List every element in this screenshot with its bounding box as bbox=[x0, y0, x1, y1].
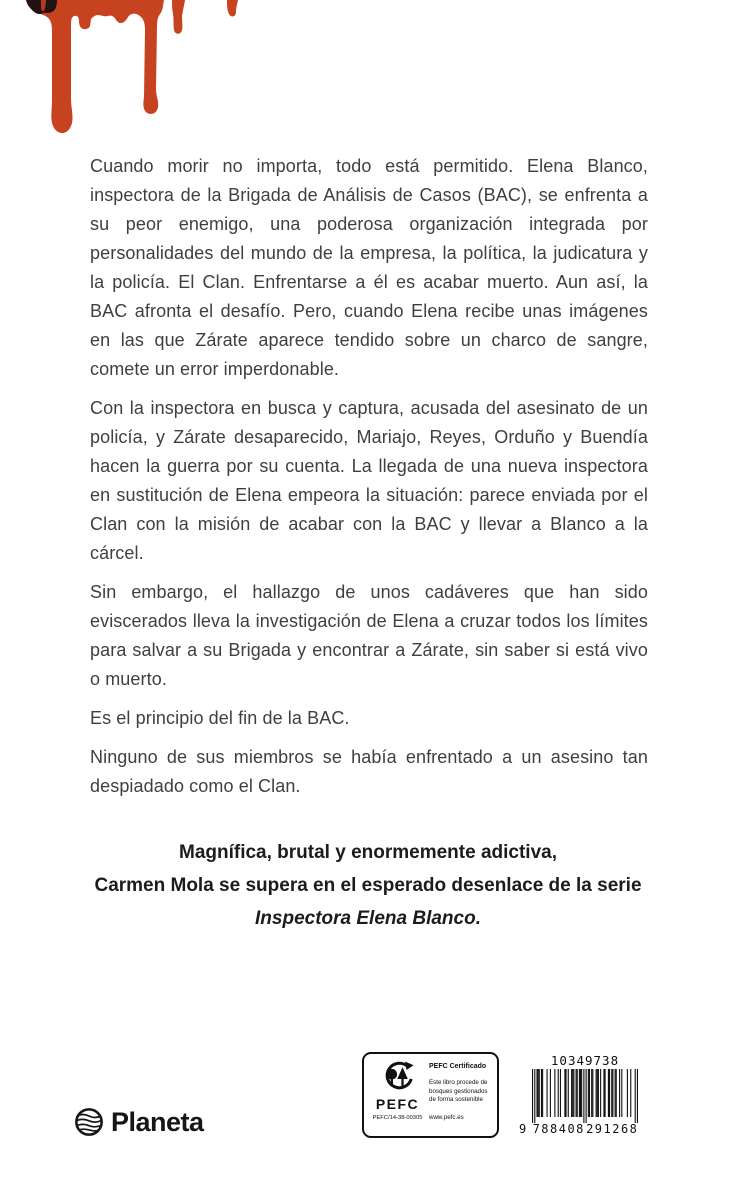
blood-drip-short bbox=[172, 0, 185, 34]
synopsis-paragraph: Es el principio del fin de la BAC. bbox=[90, 708, 350, 728]
ean13-barcode bbox=[532, 1069, 638, 1123]
blood-drip-tiny bbox=[227, 0, 238, 16]
pefc-website: www.pefc.es bbox=[429, 1113, 464, 1121]
barcode-digit-first: 9 bbox=[519, 1122, 527, 1136]
series-title: Inspectora Elena Blanco. bbox=[255, 908, 481, 929]
barcode-digits-left: 788408 bbox=[532, 1122, 585, 1136]
planeta-globe-icon bbox=[74, 1107, 104, 1137]
publisher-name: Planeta bbox=[111, 1106, 204, 1137]
pefc-wordmark: PEFC bbox=[375, 1096, 420, 1112]
synopsis-paragraph: Ninguno de sus miembros se había enfrentado a un asesino tan despiadado como el Clan. bbox=[90, 747, 648, 796]
pefc-certified-label: PEFC Certificado bbox=[429, 1063, 487, 1070]
synopsis-paragraph: Cuando morir no importa, todo está permitido. Elena Blanco, inspectora de la Brigada de Análisis de Casos (BAC), se enfrenta a su peor enemigo, una poderosa organización integrada por personalidades del mundo de la empresa, la política, la judicatura y la policía. El Clan. Enfrentarse a él es acabar muerto. Aun así, la BAC afronta el desafío. Pero, cuando Elena recibe unas imágenes en las que Zárate aparece tendido sobre un charco de sangre, comete un error imperdonable. bbox=[90, 156, 648, 379]
synopsis-paragraph: Sin embargo, el hallazgo de unos cadáveres que han sido eviscerados lleva la investigación de Elena a cruzar todos los límites para salvar a su Brigada y encontrar a Zárate, sin saber si está vivo o muerto. bbox=[90, 582, 648, 689]
barcode-serial-number: 10349738 bbox=[550, 1053, 620, 1068]
pefc-license-code: PEFC/14-38-00305 bbox=[372, 1115, 423, 1121]
promo-quote bbox=[0, 836, 736, 935]
promo-quote-line: Carmen Mola se supera en el esperado desenlace de la serie bbox=[94, 875, 642, 896]
blood-drips-artwork bbox=[0, 0, 250, 140]
barcode-block bbox=[519, 1054, 639, 1136]
pefc-text-column bbox=[429, 1061, 491, 1130]
synopsis-paragraph: Con la inspectora en busca y captura, acusada del asesinato de un policía, y Zárate desaparecido, Mariajo, Reyes, Orduño y Buendía hacen la guerra por su cuenta. La llegada de una nueva inspectora en sustitución de Elena empeora la situación: parece enviada por el Clan con la misión de acabar con la BAC y llevar a Blanco a la cárcel. bbox=[90, 398, 648, 563]
pefc-certification-box bbox=[362, 1052, 499, 1138]
pefc-description: Este libro procede de bosques gestionados de forma sostenible bbox=[429, 1079, 488, 1103]
publisher-logo bbox=[74, 1103, 204, 1141]
promo-quote-lines bbox=[0, 836, 736, 902]
barcode-digits-right: 291268 bbox=[586, 1122, 639, 1136]
promo-quote-line: Magnífica, brutal y enormemente adictiva, bbox=[179, 842, 557, 863]
synopsis bbox=[90, 152, 648, 811]
barcode-digits-row bbox=[519, 1123, 639, 1136]
pefc-trees-icon bbox=[378, 1061, 418, 1095]
blood-main-shape bbox=[36, 0, 164, 133]
pefc-logo-column bbox=[371, 1061, 424, 1130]
